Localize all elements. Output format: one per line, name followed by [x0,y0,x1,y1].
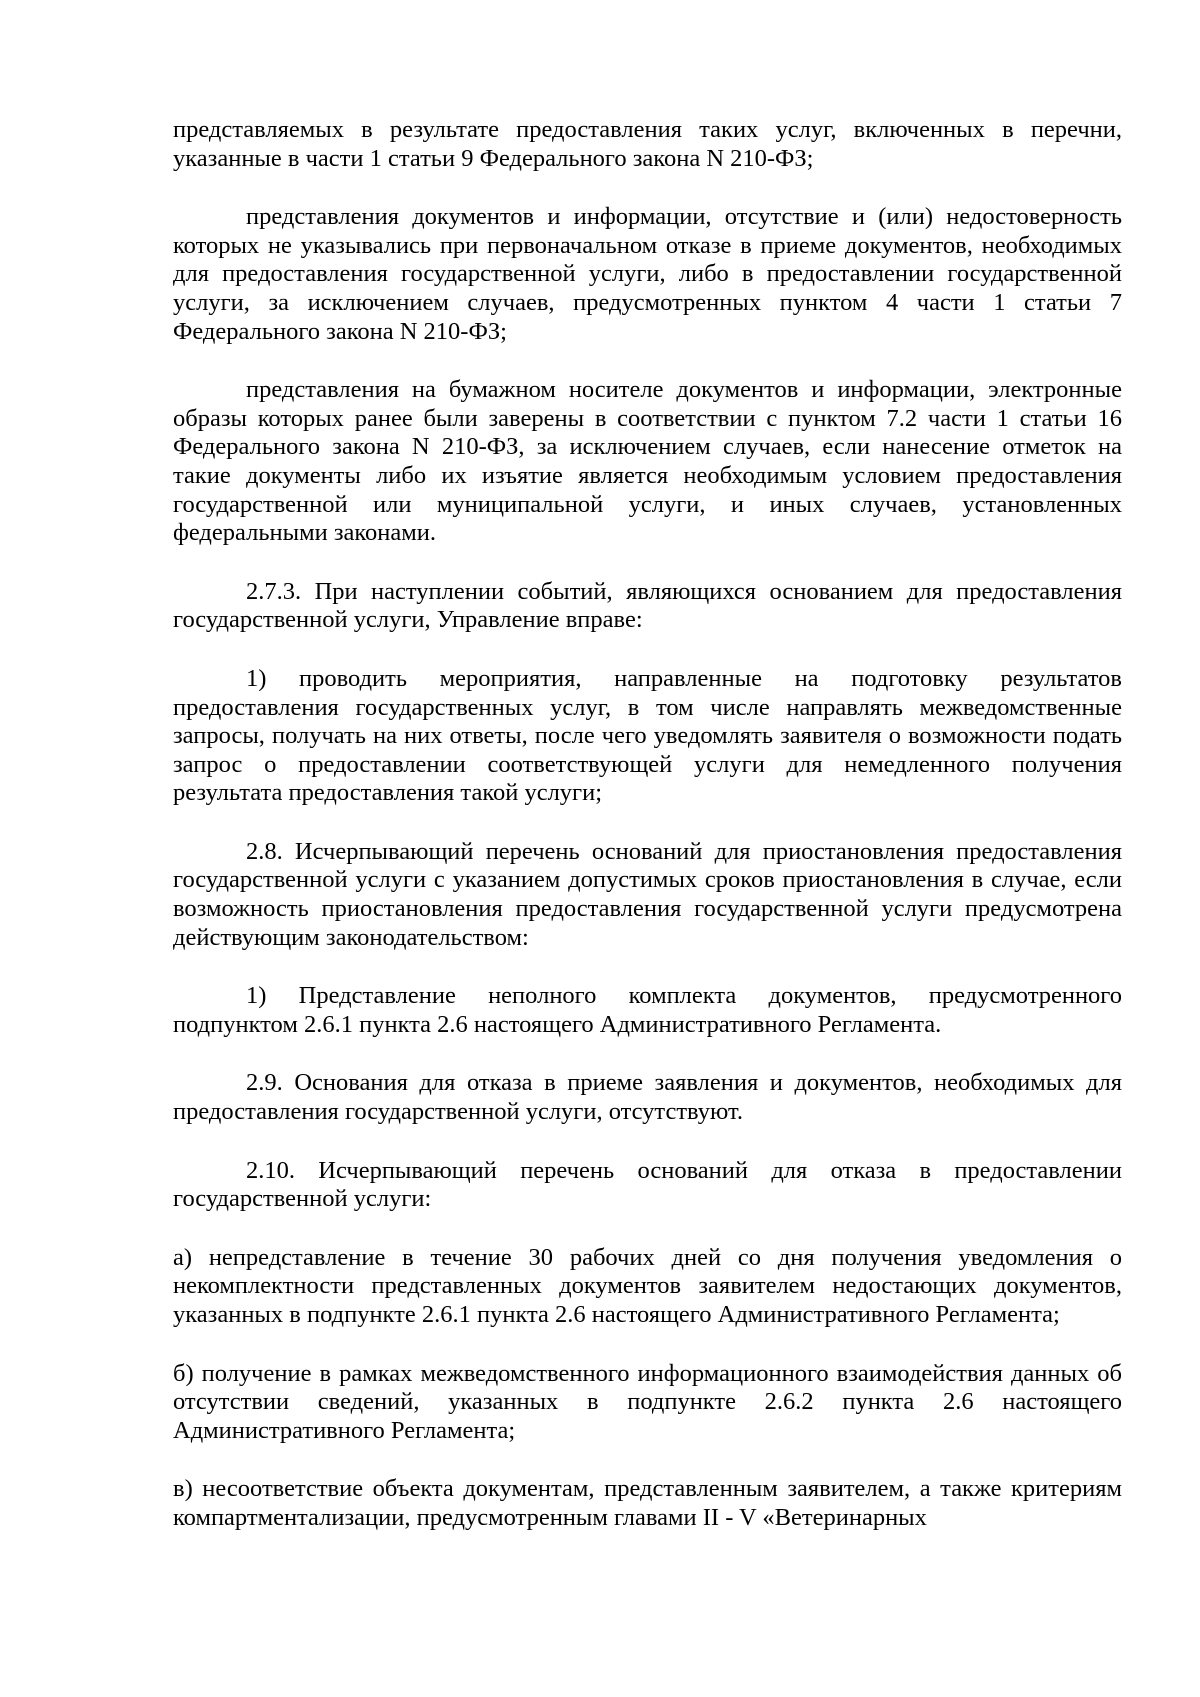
paragraph-2-9: 2.9. Основания для отказа в приеме заявления и документов, необходимых для предоставления государственной услуги, отсутствуют. [173,1069,1122,1126]
list-item-v: в) несоответствие объекта документам, представленным заявителем, а также критериям компартментализации, предусмотренным главами II - V «Ветеринарных [173,1475,1122,1531]
paragraph: представляемых в результате предоставления таких услуг, включенных в перечни, указанные в части 1 статьи 9 Федерального закона N 210-ФЗ; [173,116,1122,172]
paragraph-2-8: 2.8. Исчерпывающий перечень оснований для приостановления предоставления государственной услуги с указанием допустимых сроков приостановления в случае, если возможность приостановления предоставления государственной услуги предусмотрена действующим законодательством: [173,837,1122,951]
list-item: 1) Представление неполного комплекта документов, предусмотренного подпунктом 2.6.1 пункта 2.6 настоящего Административного Регламента. [173,982,1122,1038]
list-item-a: а) непредставление в течение 30 рабочих дней со дня получения уведомления о некомплектности представленных документов заявителем недостающих документов, указанных в подпункте 2.6.1 пункта 2.6 настоящего Административного Регламента; [173,1243,1122,1328]
paragraph-2-7-3: 2.7.3. При наступлении событий, являющихся основанием для предоставления государственной услуги, Управление вправе: [173,577,1122,634]
list-item: 1) проводить мероприятия, направленные на подготовку результатов предоставления государственных услуг, в том числе направлять межведомственные запросы, получать на них ответы, после чего уведомлять заявителя о возможности подать запрос о предоставлении соответствующей услуги для немедленного получения результата предоставления такой услуги; [173,664,1122,807]
list-item-b: б) получение в рамках межведомственного информационного взаимодействия данных об отсутствии сведений, указанных в подпункте 2.6.2 пункта 2.6 настоящего Административного Регламента; [173,1359,1122,1444]
document-body [173,116,1122,1563]
paragraph: представления на бумажном носителе документов и информации, электронные образы которых ранее были заверены в соответствии с пунктом 7.2 части 1 статьи 16 Федерального закона N 210-ФЗ, за исключением случаев, если нанесение отметок на такие документы либо их изъятие является необходимым условием предоставления государственной или муниципальной услуги, и иных случаев, установленных федеральными законами. [173,376,1122,547]
paragraph: представления документов и информации, отсутствие и (или) недостоверность которых не указывались при первоначальном отказе в приеме документов, необходимых для предоставления государственной услуги, либо в предоставлении государственной услуги, за исключением случаев, предусмотренных пунктом 4 части 1 статьи 7 Федерального закона N 210-ФЗ; [173,203,1122,345]
paragraph-2-10: 2.10. Исчерпывающий перечень оснований для отказа в предоставлении государственной услуги: [173,1156,1122,1213]
